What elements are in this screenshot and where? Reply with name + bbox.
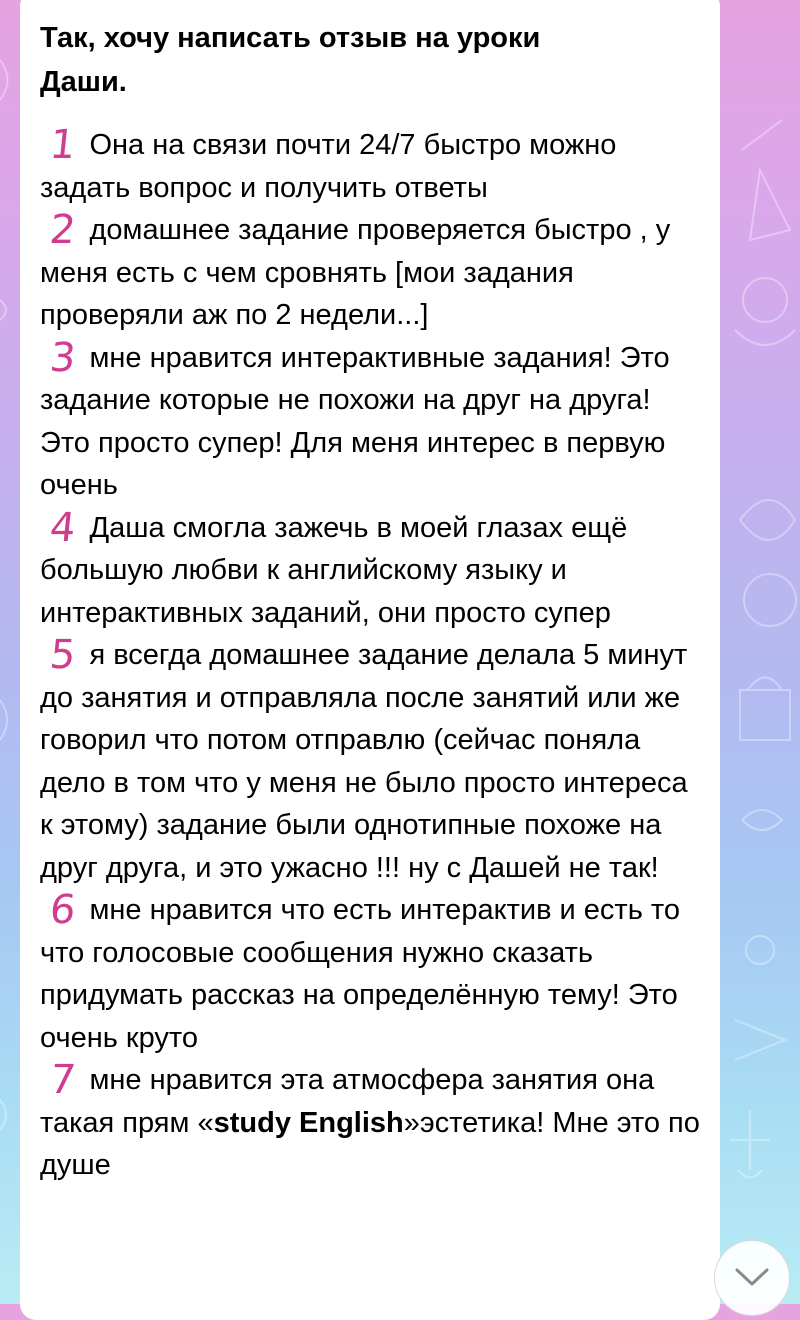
review-list: [40, 124, 700, 1187]
message-bubble: [20, 0, 720, 1320]
review-item-4: [40, 504, 700, 635]
review-item-5: [40, 634, 700, 889]
item-text-end: »эстетика! Мне это по душе: [40, 1106, 700, 1181]
item-number: 5: [47, 632, 78, 678]
item-text: мне нравится что есть интерактив и есть то что голосовые сообщения нужно сказать придумать рассказ на определённую тему! Это очень круто: [40, 894, 680, 1054]
item-text-start: мне нравится эта атмосфера занятия она такая прям «: [40, 1064, 655, 1139]
item-number: 6: [47, 887, 78, 933]
review-item-1: [40, 124, 700, 209]
item-text: Она на связи почти 24/7 быстро можно задать вопрос и получить ответы: [40, 129, 617, 204]
review-item-6: [40, 889, 700, 1059]
review-item-2: [40, 209, 700, 337]
item-text: Даша смогла зажечь в моей глазах ещё большую любви к английскому языку и интерактивных заданий, они просто супер: [40, 511, 628, 629]
item-number: 2: [47, 207, 78, 253]
item-number: 3: [47, 334, 78, 381]
scroll-down-button[interactable]: [714, 1240, 790, 1316]
item-number: 1: [47, 122, 78, 168]
item-text: мне нравится интерактивные задания! Это задание которые не похожи на друг на друга! Это просто супер! Для меня интерес в первую очень: [40, 341, 670, 501]
review-item-7: [40, 1059, 700, 1187]
chevron-down-icon: [734, 1267, 770, 1287]
item-text: домашнее задание проверяется быстро , у меня есть с чем сровнять [мои задания проверяли аж по 2 недели...]: [40, 214, 671, 331]
item-number: 4: [47, 504, 78, 551]
item-text: я всегда домашнее задание делала 5 минут до занятия и отправляла после занятий или же говорил что потом отправлю (сейчас поняла дело в том что у меня не было просто интереса к этому) задание были однотипные похоже на друг друга, и это ужасно !!! ну с Дашей не так!: [40, 639, 688, 884]
item-number: 7: [47, 1057, 78, 1103]
item-text-bold: study English: [213, 1106, 404, 1139]
review-item-3: [40, 334, 700, 507]
message-title: Так, хочу написать отзыв на уроки Даши.: [40, 22, 541, 98]
